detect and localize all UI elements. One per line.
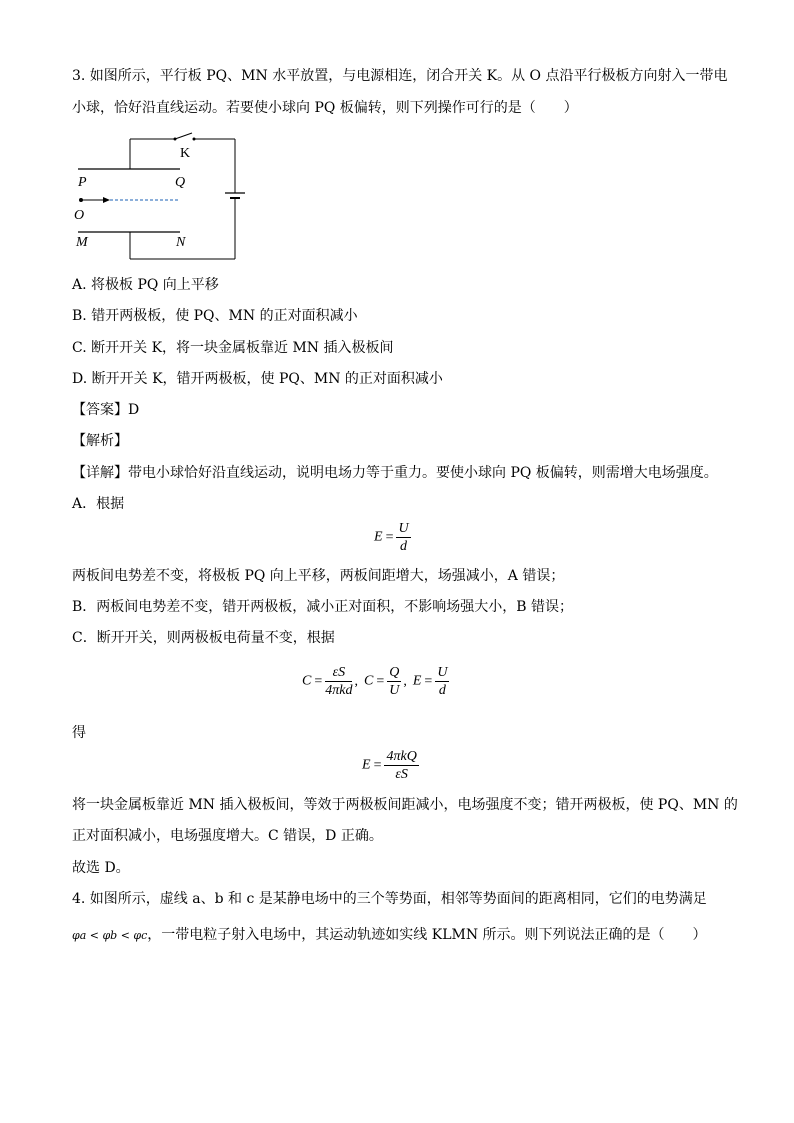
label-p: P xyxy=(78,175,87,190)
formula3-num: 4πkQ xyxy=(386,749,417,764)
q3-stem-line2: 小球，恰好沿直线运动。若要使小球向 PQ 板偏转，则下列操作可行的是（ ） xyxy=(72,100,578,116)
q4-stem-line1: 4. 如图所示，虚线 a、b 和 c 是某静电场中的三个等势面，相邻等势面间的距离相同，它们的电势满足 xyxy=(72,891,707,907)
b-explanation: B．两板间电势差不变，错开两极板，减小正对面积，不影响场强大小，B 错误； xyxy=(72,599,574,615)
analysis-tag: 【解析】 xyxy=(72,433,128,449)
formula2-e-lhs: E xyxy=(412,673,422,689)
q3-stem-line1: 3. 如图所示，平行板 PQ、MN 水平放置，与电源相连，闭合开关 K。从 O 点沿平行极板方向射入一带电 xyxy=(72,68,728,84)
detail-text: 【详解】带电小球恰好沿直线运动，说明电场力等于重力。要使小球向 PQ 板偏转，则需增大电场强度。 xyxy=(72,465,718,481)
de-text: 得 xyxy=(72,725,86,741)
q4-stem-rest: ，一带电粒子射入电场中，其运动轨迹如实线 KLMN 所示。则下列说法正确的是（ ） xyxy=(147,927,707,943)
q4-stem-line2 xyxy=(72,925,707,946)
capacitor-circuit-figure xyxy=(70,128,250,264)
switch-k xyxy=(175,133,192,139)
formula2-c2-num: Q xyxy=(389,665,400,680)
option-c: C. 断开开关 K，将一块金属板靠近 MN 插入极板间 xyxy=(72,340,394,356)
label-k: K xyxy=(180,146,191,161)
formula-e-u-d: E = $\frac{U}{d}$ xyxy=(374,521,409,554)
formula2-c2-lhs: C xyxy=(363,673,374,689)
option-d: D. 断开开关 K，错开两极板，使 PQ、MN 的正对面积减小 xyxy=(72,371,443,387)
c-explanation-line1: 将一块金属板靠近 MN 插入极板间，等效于两极板间距减小，电场强度不变；错开两极板，使 PQ、MN 的 xyxy=(72,797,738,813)
label-q: Q xyxy=(175,175,186,190)
formula2-c2-den: U xyxy=(389,683,400,698)
q4-potential-relation: φa < φb < φc xyxy=(72,929,148,942)
option-a: A. 将极板 PQ 向上平移 xyxy=(72,277,219,293)
a-intro: A．根据 xyxy=(72,496,125,512)
answer-tag: 【答案】 xyxy=(72,402,128,418)
c-explanation-line2: 正对面积减小，电场强度增大。C 错误，D 正确。 xyxy=(72,828,383,844)
formula3-lhs: E xyxy=(362,757,371,773)
option-b: B. 错开两极板，使 PQ、MN 的正对面积减小 xyxy=(72,308,358,324)
c-intro: C．断开开关，则两极板电荷量不变，根据 xyxy=(72,630,335,646)
formula2-c1-num: εS xyxy=(325,664,352,682)
formula3-den: εS xyxy=(395,767,408,782)
label-n: N xyxy=(176,235,186,250)
formula1-lhs: E xyxy=(374,529,383,545)
formula-e-4pikq: E = $\frac{\text{4πkQ}}{\varepsilon S}$ xyxy=(362,749,417,782)
formula1-den: d xyxy=(400,539,408,554)
formula2-c1-den: 4πkd xyxy=(325,683,353,698)
conclusion: 故选 D。 xyxy=(72,860,130,876)
label-m: M xyxy=(76,235,88,250)
label-o: O xyxy=(74,208,85,223)
formula2-c1-lhs: C xyxy=(302,673,312,689)
velocity-arrow xyxy=(103,197,110,203)
formula2-e-num: U xyxy=(437,665,448,680)
formula1-num: U xyxy=(398,521,409,536)
formula-capacitance-set: C = $\frac{\varepsilon S}{\text{4πkd}}$ , C = $\frac{Q}{U}$ , E = $\frac{U}{d}$ xyxy=(302,665,448,698)
answer-line xyxy=(72,400,139,420)
a-explanation: 两板间电势差不变，将极板 PQ 向上平移，两板间距增大，场强减小，A 错误； xyxy=(72,568,565,584)
formula2-e-den: d xyxy=(438,683,446,698)
answer-value: D xyxy=(128,402,140,418)
